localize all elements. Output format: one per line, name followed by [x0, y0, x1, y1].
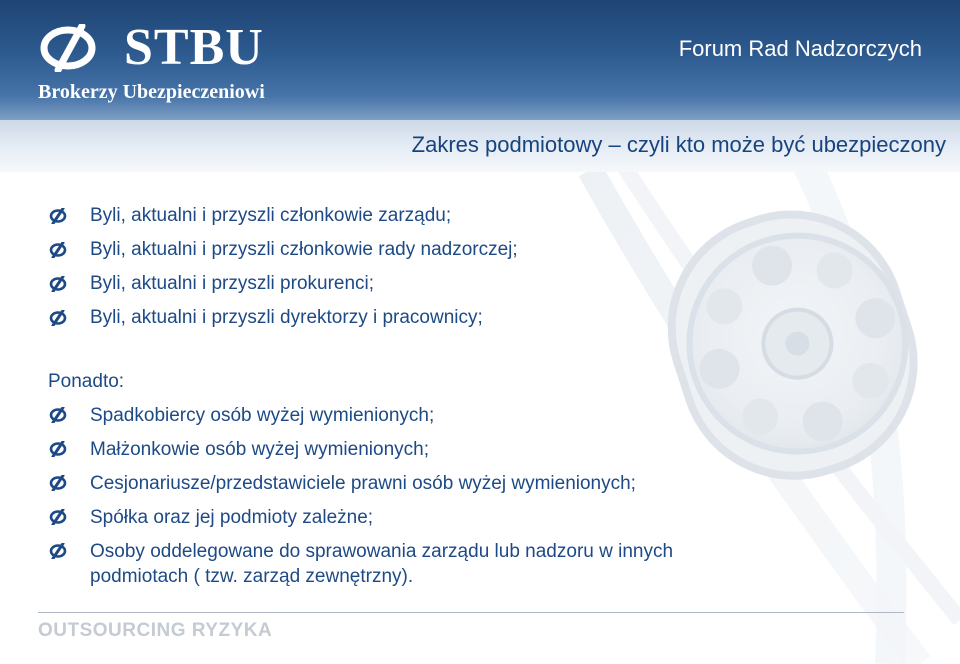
additional-persons-list	[48, 403, 758, 598]
list-item	[48, 306, 748, 330]
list-item	[48, 238, 748, 262]
list-item	[48, 471, 758, 496]
footer-divider	[38, 612, 904, 613]
list-item-text: Byli, aktualni i przyszli członkowie zarządu;	[90, 205, 452, 226]
list-item	[48, 539, 758, 589]
stbu-logo-icon	[38, 24, 102, 72]
header-title: Forum Rad Nadzorczych	[678, 36, 922, 61]
list-item	[48, 272, 748, 296]
stbu-logo	[36, 18, 296, 108]
slash-circle-bullet-icon	[48, 276, 68, 292]
slash-circle-bullet-icon	[48, 509, 68, 525]
slash-circle-bullet-icon	[48, 441, 68, 457]
list-item-text: Spółka oraz jej podmioty zależne;	[90, 507, 374, 528]
slide-title: Zakres podmiotowy – czyli kto może być ubezpieczony	[411, 132, 946, 157]
slash-circle-bullet-icon	[48, 475, 68, 491]
list-item	[48, 437, 758, 462]
list-item-text: Byli, aktualni i przyszli dyrektorzy i pracownicy;	[90, 307, 483, 328]
slash-circle-bullet-icon	[48, 208, 68, 224]
logo-tagline: Brokerzy Ubezpieczeniowi	[38, 81, 265, 103]
slash-circle-bullet-icon	[48, 310, 68, 326]
subheader-band	[0, 120, 960, 172]
slash-circle-bullet-icon	[48, 407, 68, 423]
list-item-text: Spadkobiercy osób wyżej wymienionych;	[90, 405, 435, 426]
slash-circle-bullet-icon	[48, 543, 68, 559]
slash-circle-bullet-icon	[48, 242, 68, 258]
list-item	[48, 403, 758, 428]
list-item-text: Byli, aktualni i przyszli członkowie rady nadzorczej;	[90, 239, 518, 260]
header-band	[0, 0, 960, 120]
list-item	[48, 204, 748, 228]
footer-tagline: OUTSOURCING RYZYKA	[38, 620, 273, 641]
insured-persons-list	[48, 204, 748, 340]
list-item-text: Byli, aktualni i przyszli prokurenci;	[90, 273, 375, 294]
list-item-text: Osoby oddelegowane do sprawowania zarządu lub nadzoru w innych podmiotach ( tzw. zarząd zewnętrzny).	[90, 541, 674, 587]
ponadto-label: Ponadto:	[48, 371, 125, 392]
logo-name: STBU	[124, 19, 264, 76]
list-item-text: Cesjonariusze/przedstawiciele prawni osób wyżej wymienionych;	[90, 473, 636, 494]
list-item-text: Małżonkowie osób wyżej wymienionych;	[90, 439, 429, 460]
list-item	[48, 505, 758, 530]
